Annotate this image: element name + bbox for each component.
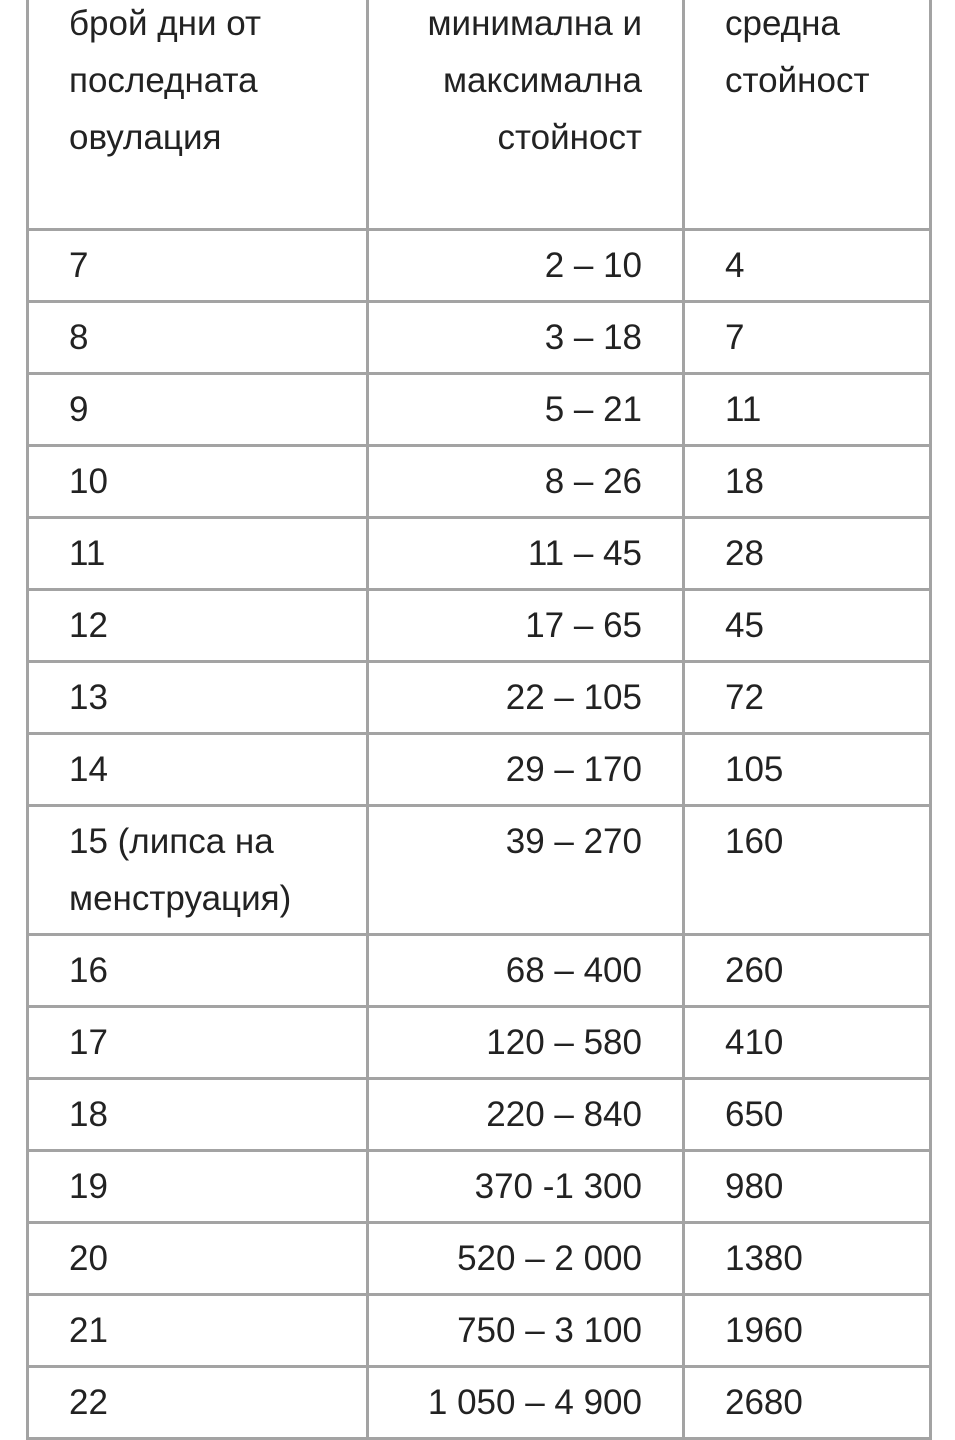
cell-days: 21	[28, 1295, 368, 1367]
table-row	[28, 1007, 931, 1079]
header-label: средна стойност	[725, 4, 870, 100]
table-row	[28, 446, 931, 518]
hcg-values-table	[26, 0, 932, 1440]
table-header	[28, 0, 931, 230]
table-row	[28, 662, 931, 734]
header-days-since-ovulation	[28, 0, 368, 230]
cell-days: 20	[28, 1223, 368, 1295]
cell-average: 2680	[684, 1367, 931, 1439]
cell-days: 18	[28, 1079, 368, 1151]
cell-min-max: 750 – 3 100	[368, 1295, 684, 1367]
cell-min-max: 22 – 105	[368, 662, 684, 734]
header-min-max-value	[368, 0, 684, 230]
hcg-table-container	[26, 0, 929, 1440]
header-average-value	[684, 0, 931, 230]
cell-min-max: 29 – 170	[368, 734, 684, 806]
cell-days: 16	[28, 935, 368, 1007]
table-row	[28, 1295, 931, 1367]
cell-min-max: 220 – 840	[368, 1079, 684, 1151]
cell-min-max: 3 – 18	[368, 302, 684, 374]
header-label: минимална и максимална стойност	[427, 4, 642, 157]
cell-days: 11	[28, 518, 368, 590]
table-row	[28, 590, 931, 662]
cell-average: 980	[684, 1151, 931, 1223]
cell-days: 13	[28, 662, 368, 734]
table-row	[28, 302, 931, 374]
cell-days: 8	[28, 302, 368, 374]
table-row	[28, 1367, 931, 1439]
cell-average: 28	[684, 518, 931, 590]
cell-average: 72	[684, 662, 931, 734]
cell-average: 1380	[684, 1223, 931, 1295]
cell-min-max: 68 – 400	[368, 935, 684, 1007]
cell-average: 650	[684, 1079, 931, 1151]
cell-days: 15 (липса на менструация)	[28, 806, 368, 935]
table-row	[28, 935, 931, 1007]
cell-average: 11	[684, 374, 931, 446]
table-row	[28, 1079, 931, 1151]
cell-average: 260	[684, 935, 931, 1007]
cell-min-max: 120 – 580	[368, 1007, 684, 1079]
cell-min-max: 8 – 26	[368, 446, 684, 518]
cell-average: 105	[684, 734, 931, 806]
cell-days: 12	[28, 590, 368, 662]
table-row	[28, 230, 931, 302]
cell-days: 22	[28, 1367, 368, 1439]
table-row	[28, 374, 931, 446]
cell-min-max: 39 – 270	[368, 806, 684, 935]
table-body	[28, 230, 931, 1439]
cell-min-max: 1 050 – 4 900	[368, 1367, 684, 1439]
table-row	[28, 1151, 931, 1223]
cell-min-max: 2 – 10	[368, 230, 684, 302]
cell-days: 14	[28, 734, 368, 806]
cell-min-max: 11 – 45	[368, 518, 684, 590]
cell-min-max: 5 – 21	[368, 374, 684, 446]
cell-average: 7	[684, 302, 931, 374]
cell-days: 19	[28, 1151, 368, 1223]
table-row	[28, 518, 931, 590]
cell-min-max: 17 – 65	[368, 590, 684, 662]
table-row	[28, 1223, 931, 1295]
header-label: брой дни от последната овулация	[69, 4, 262, 157]
cell-days: 17	[28, 1007, 368, 1079]
header-row	[28, 0, 931, 230]
cell-days: 10	[28, 446, 368, 518]
cell-average: 45	[684, 590, 931, 662]
cell-days: 9	[28, 374, 368, 446]
cell-average: 160	[684, 806, 931, 935]
table-row	[28, 806, 931, 935]
cell-average: 1960	[684, 1295, 931, 1367]
cell-average: 18	[684, 446, 931, 518]
cell-average: 410	[684, 1007, 931, 1079]
table-row	[28, 734, 931, 806]
cell-average: 4	[684, 230, 931, 302]
cell-min-max: 520 – 2 000	[368, 1223, 684, 1295]
cell-min-max: 370 -1 300	[368, 1151, 684, 1223]
cell-days: 7	[28, 230, 368, 302]
